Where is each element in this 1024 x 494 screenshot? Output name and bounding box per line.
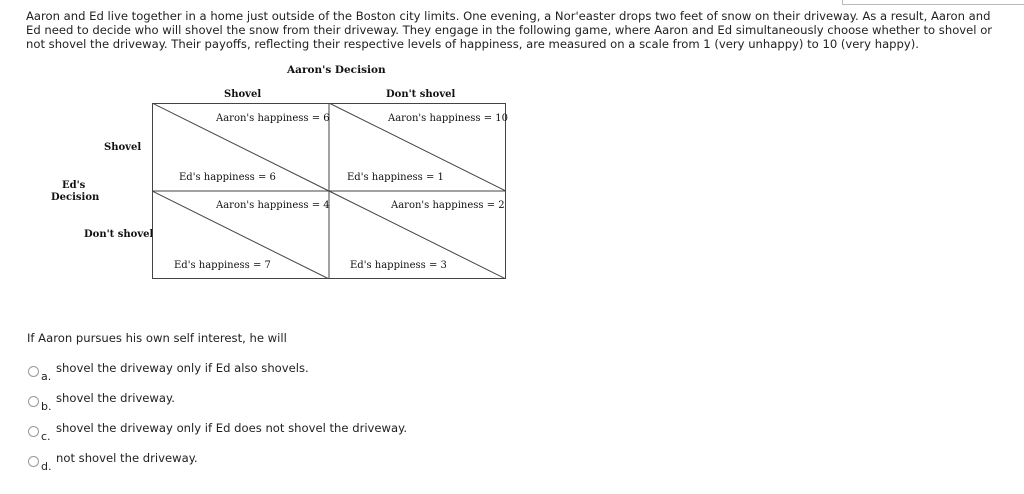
payoff-matrix [152,103,506,279]
radio-button[interactable] [28,366,39,377]
payoff-aaron-edshovel-aarondont: Aaron's happiness = 10 [388,113,508,124]
option-letter: d. [41,460,52,473]
payoff-ed-dont-dont: Ed's happiness = 3 [350,260,447,271]
option-letter: b. [41,400,52,413]
option-text: not shovel the driveway. [56,451,198,465]
option-text: shovel the driveway only if Ed also shovels. [56,361,309,375]
top-right-panel-edge [842,0,1024,5]
option-letter: c. [41,430,51,443]
payoff-ed-shovel-shovel: Ed's happiness = 6 [179,172,276,183]
answer-option-c[interactable] [27,421,627,445]
row-label-shovel: Shovel [104,142,142,153]
payoff-aaron-shovel-shovel: Aaron's happiness = 6 [216,113,330,124]
question-intro: Aaron and Ed live together in a home just outside of the Boston city limits. One evening, a Nor'easter drops two feet of snow on their driveway. As a result, Aaron and Ed need to decide who will shovel the snow from their driveway. They engage in the following game, where Aaron and Ed simultaneously choose whether to shovel or not shovel the driveway. Their payoffs, reflecting their respective levels of happiness, are measured on a scale from 1 (very unhappy) to 10 (very happy). [26,9,993,51]
option-letter: a. [41,370,52,383]
row-player-title-line1: Ed's [62,180,86,191]
payoff-ed-eddont-aaronshovel: Ed's happiness = 7 [174,260,271,271]
column-player-title: Aaron's Decision [287,64,386,76]
option-text: shovel the driveway only if Ed does not shovel the driveway. [56,421,408,435]
radio-button[interactable] [28,456,39,467]
column-label-dont-shovel: Don't shovel [386,89,456,100]
payoff-ed-edshovel-aarondont: Ed's happiness = 1 [347,172,444,183]
option-text: shovel the driveway. [56,391,175,405]
row-player-title-line2: Decision [51,192,100,203]
answer-option-a[interactable] [27,361,627,385]
row-label-dont-shovel: Don't shovel [84,229,154,240]
radio-button[interactable] [28,396,39,407]
answer-option-b[interactable] [27,391,627,415]
payoff-aaron-dont-dont: Aaron's happiness = 2 [391,200,505,211]
radio-button[interactable] [28,426,39,437]
question-prompt: If Aaron pursues his own self interest, he will [27,331,287,345]
payoff-aaron-eddont-aaronshovel: Aaron's happiness = 4 [216,200,330,211]
column-label-shovel: Shovel [224,89,262,100]
answer-option-d[interactable] [27,451,627,475]
